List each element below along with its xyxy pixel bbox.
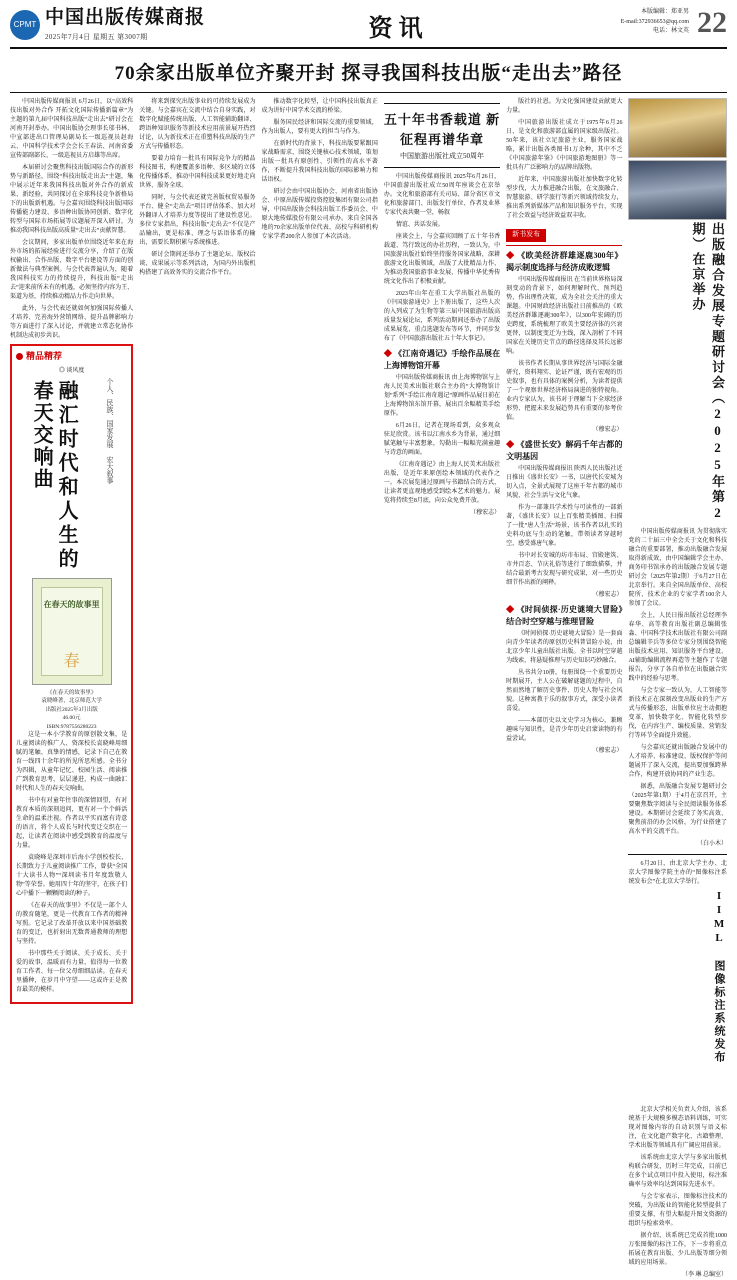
column-5 xyxy=(506,98,622,1056)
photo-conference-hall xyxy=(628,98,727,158)
paragraph: 要着力培育一批具有国际竞争力的精品科技图书，构建覆盖多语种、多区域的立体化传播体系，推动中国科技成果更好地走向世界、服务全球。 xyxy=(139,156,256,189)
paragraph: 会议期间，多家出版单位围绕近年来在海外市场的拓展经验进行交流分享，介绍了在版权输出、合作出版、数字平台建设等方面的创新做法与典型案例。与会代表普遍认为，随着我国科技实力的持续提升，科技出版“走出去”迎来前所未有的机遇，必须坚持内容为王、渠道为基，持续推动精品力作走向世界。 xyxy=(10,240,134,300)
divider xyxy=(384,103,500,104)
recommend-tag xyxy=(16,350,127,364)
paragraph: 版社的社恩。为文化强国建设贡献更大力量。 xyxy=(506,99,623,114)
article-headline-text: 《欧美经济群雄逐鹿300年》揭示制度选择与经济成败逻辑 xyxy=(506,250,623,272)
column-3 xyxy=(262,98,378,1056)
article-headline xyxy=(506,604,622,628)
book-meta-title: 《在春天的故事里》 xyxy=(46,689,97,696)
book-meta xyxy=(16,689,127,732)
paragraph: 中国出版传媒商报讯 由上海博物馆与上海人民美术出版社联合主办的“大博物馆计划”系列“手绘江南奇遇记”原画作品展日前在上海博物馆东馆开幕，展出百余幅精美手绘原作。 xyxy=(383,374,501,417)
paragraph: 在新时代的背景下，科技出版要紧跟国家战略需求，围绕关键核心技术领域，策划出版一批具有原创性、引领性的高水平著作，不断提升我国科技出版的国际影响力和话语权。 xyxy=(261,141,378,183)
red-marker-icon: ◆ xyxy=(506,439,515,449)
byline: （白小木） xyxy=(697,841,728,847)
red-dot-icon xyxy=(16,353,23,360)
divider xyxy=(384,167,500,168)
secondary-headline: 五十年书香载道 新征程再谱华章 xyxy=(383,112,501,147)
lead-paragraph: 中国出版传媒商报讯 2025年6月26日，中国旅游出版社成立50周年座谈会在京举办。文化和旅游部有关司局、部分省区市文化和旅游部门、出版发行单位、作者及业界专家代表共聚一堂，畅叙 xyxy=(383,173,501,216)
lead-paragraph: 中国出版传媒商报讯 6月26日，以“高效科技出版对外合作 开拓文化国际传播新篇章”为主题的第九届中国科技出版“走出去”研讨会在河南开封举办。中国出版协会理事长邬书林、中宣部进出口管理局副局长一级巡视员赵海云、中国科学技术学会会长王春法、河南省委宣传部副部长、一级巡视员方启雄等出席。 xyxy=(10,99,134,159)
secondary-subheadline: 中国旅游出版社成立50周年 xyxy=(399,152,484,160)
paragraph: 《在春天的故事里》不仅是一部个人的教育随笔，更是一代教育工作者的精神写照。它记录了改革开放以来中国基础教育的变迁，也折射出无数普通教师的理想与坚持。 xyxy=(16,903,128,946)
paragraph: 研讨会期间还举办了主题论坛、版权洽谈、成果展示等系列活动，为国内外出版机构搭建了高效务实的交流合作平台。 xyxy=(139,252,256,276)
red-marker-icon: ◆ xyxy=(506,604,515,614)
section-tag-new-books: 新书发布 xyxy=(506,229,546,242)
paragraph: 研讨会由中国出版协会、河南省出版协会、中原出版传媒投资控股集团有限公司指导，中国出版协会科技出版工作委员会、中原大地传媒股份有限公司承办。来自全国各地的70余家出版单位代表、高校与科研机构专家学者200余人参加了本次活动。 xyxy=(261,189,378,240)
paragraph: 与会专家表示，图像标注技术的突破，为出版业的智能化转型提供了重要支撑，有望大幅提升图文资源的组织与检索效率。 xyxy=(628,1194,728,1227)
article-headline xyxy=(384,348,500,372)
recommend-tag-label: 精品精荐 xyxy=(26,351,63,361)
secondary-headline-vertical: IIML 图像标注系统发布 xyxy=(713,890,726,1064)
lead-headline: 70余家出版单位齐聚开封 探寻我国科技出版“走出去”路径 xyxy=(10,49,727,93)
red-marker-icon: ◆ xyxy=(383,348,392,358)
book-meta-price: 46.00元 xyxy=(62,715,81,722)
byline: （穆宏志） xyxy=(592,747,623,754)
masthead-right xyxy=(537,8,727,38)
byline: （穆宏志） xyxy=(592,426,623,433)
recommend-topic: ◎ 谈风度 xyxy=(58,367,85,374)
newspaper-logo-icon: CPMT xyxy=(10,10,40,40)
page-number: 22 xyxy=(697,6,727,39)
article-grid xyxy=(10,98,728,1278)
paragraph: 据介绍，该系统已完成首批1000万张图像的标注工作，下一步将重点拓展在教育出版、少儿出版等细分领域的应用场景。 xyxy=(628,1233,728,1266)
column-2 xyxy=(139,98,255,1056)
cover-hanzi: 春 xyxy=(63,652,80,670)
paragraph: 近年来，中国旅游出版社加快数字化转型步伐，大力推进融合出版，在文旅融合、智慧旅游、研学旅行等新兴领域持续发力，推出系列新媒体产品和知识服务平台，实现了社会效益与经济效益双丰收。 xyxy=(506,177,623,219)
masthead xyxy=(10,8,727,49)
byline: （穆宏志） xyxy=(470,509,501,516)
paragraph: 情谊、共话发展。 xyxy=(395,221,444,228)
recommended-book-box xyxy=(10,344,133,1004)
byline: （穆宏志） xyxy=(592,591,623,598)
recommend-title: 融汇时代和人生的春天交响曲 xyxy=(30,379,78,570)
paragraph: 作为一部兼具学术性与可读性的一部新著，《盛世长安》以上百张精美插图、扫描了一批“唐人生活”场景，该书作者以扎实的史料功底与生动的笔触，带领读者穿越时空，感受盛唐气象。 xyxy=(506,504,623,547)
paragraph: 《时间侦探·历史谜境大冒险》是一套面向青少年读者的原创历史科普冒险小说，由北京少年儿童出版社出版。全书以时空穿越为线索，将悬疑推理与历史知识巧妙融合。 xyxy=(506,630,623,664)
editor-line-2: E-mail:372936653@qq.com xyxy=(620,18,689,25)
paragraph: 中国出版传媒商报讯 陕西人民出版社近日推出《盛世长安》一书，以唐代长安城为切入点，全景式展现了这座千年古都的城市风貌、社会生活与文化气象。 xyxy=(506,465,623,499)
paragraph: 《江南奇遇记》由上海人民美术出版社出版，是近年来原创绘本领域的代表作之一。本次展览通过原画与书籍结合的方式，让读者更直观地感受到绘本艺术的魅力。展览将持续至8月底，向公众免费开放。 xyxy=(383,461,501,504)
section-title-wrap xyxy=(268,8,529,43)
article-headline-text: 《盛世长安》解码千年古都的文明基因 xyxy=(506,439,623,461)
article-headline xyxy=(506,439,622,463)
column-6 xyxy=(628,98,728,1278)
paragraph: 丛书共分10册，每册围绕一个重要历史时期展开，主人公在破解谜题的过程中，自然而然地了解历史事件、历史人物与社会风貌。这种寓教于乐的叙事方式，深受小读者喜爱。 xyxy=(506,669,623,712)
section-title: 资讯 xyxy=(368,16,429,42)
note-paragraph: 6月20日，由北京大学主办、北京大学图像学院主办的“图像标注系统发布会”在北京大学举行。 xyxy=(628,861,728,885)
column-1 xyxy=(10,98,133,1056)
photo-meeting xyxy=(628,160,727,220)
column-4 xyxy=(384,98,500,1056)
editor-line-1: 本版编辑：郑亚男 xyxy=(640,9,689,15)
paragraph: 该书作者长期从事世界经济与国际金融研究，资料翔实、论证严谨，既有宏观的历史叙事，也有具体的案例分析，为读者提供了一个观察世界经济格局演进的独特视角。业内专家认为，该书对于理解当下全球经济形势、把握未来发展趋势具有重要的参考价值。 xyxy=(506,360,623,421)
book-meta-isbn: ISBN:9787556280223 xyxy=(46,723,97,730)
byline: （李 琳 总编室） xyxy=(682,1272,728,1278)
paragraph: 服务国民经济和国际交流的重要领域，作为出版人，要有更大的担当与作为。 xyxy=(261,120,378,135)
paragraph: 北京大学相关负责人介绍，该系统基于大规模多模态语料训练，可实现对图像内容的自动识别与语义标注，在文化遗产数字化、古籍整理、学术出版等领域具有广阔应用前景。 xyxy=(628,1107,728,1149)
paragraph: 会上，人民日报出版社总经理李春华、高等教育出版社副总编辑张淼、中国科学技术出版社有限公司副总编辑辛兵等多位专家分别围绕智能出版技术应用、知识服务平台建设、AI辅助编辑流程再造等主题作了专题报告，分享了各自单位在出版融合实践中的经验与思考。 xyxy=(628,613,728,682)
paragraph: 中国出版传媒商报讯 在当前世界格局深刻变动的背景下，如何理解时代、预判趋势，作出理性决策，成为全社会关注的重大课题。中国财政经济出版社日前推出的《欧美经济群雄逐鹿300年》，以300年宏阔的历史跨度，系统梳理了欧美主要经济体的兴衰更替，以制度变迁为主线，深入剖析了不同国家在关键历史节点的路径选择及其长远影响。 xyxy=(506,276,623,355)
red-marker-icon: ◆ xyxy=(506,250,515,260)
editor-meta xyxy=(621,8,689,37)
paragraph: 将来到探究出版事业的可持续发展成为关键。与会嘉宾在交流中结合自身实践，对数字化赋能传统出版、人工智能辅助翻译、跨语种知识服务等新技术应用前景展开热烈讨论，认为新技术正在重塑科技出版的生产方式与传播形态。 xyxy=(139,99,256,150)
paragraph: 该系统由北京大学与多家出版机构联合研发，历时三年完成，目前已在多个试点项目中投入使用，标注准确率与效率均达到国际先进水平。 xyxy=(628,1155,728,1188)
paragraph: 书中那些关于阅读、关于成长、关于爱的故事，温暖而有力量，值得每一位教育工作者、每一位父母细细品读。在春天里播种，在岁月中守望——这或许正是教育最美的模样。 xyxy=(16,951,128,994)
issue-info: 2025年7月4日 星期五 第3007期 xyxy=(45,32,148,41)
paragraph: 此外，与会代表还就如何加强国际传播人才培养、完善海外营销网络、提升品牌影响力等方面进行了深入讨论，并就建立常态化协作机制达成初步共识。 xyxy=(10,306,134,339)
cover-title: 在春天的故事里 xyxy=(43,599,100,609)
paragraph: 座谈会上，与会嘉宾回顾了五十年书香载道、笃行致远的办社历程，一致认为，中国旅游出版社始终坚持服务国家战略，深耕旅游文化出版领域，出版了大批精品力作，为推动我国旅游事业发展、传播中华优秀传统文化作出了积极贡献。 xyxy=(383,233,501,285)
article-headline xyxy=(506,250,622,274)
paragraph: 与会嘉宾还就出版融合发展中的人才培养、标准建设、版权保护等问题展开了深入交流，提出要加强跨界合作，构建开放协同的产业生态。 xyxy=(628,745,728,778)
book-meta-author: 袁晓峰著，北京师范大学 xyxy=(41,698,102,705)
article-headline-text: 《时间侦探·历史谜境大冒险》结合时空穿越与推理冒险 xyxy=(506,604,623,626)
paragraph: 与会专家一致认为，人工智能等新技术正在深刻改变出版业的生产方式与传播形态，出版单位应主动拥抱变革，加快数字化、智能化转型步伐，在内容生产、编校质量、营销发行等环节全面提升效能。 xyxy=(628,688,728,739)
paragraph: ——本部历史以文史学习为核心，兼顾趣味与知识性，是青少年历史启蒙读物的有益尝试。 xyxy=(506,717,623,742)
paragraph: 6月26日，记者在现场看到，众多观众驻足欣赏。该书以江南水乡为背景，通过细腻笔触与丰富想象，勾勒出一幅幅充满童趣与诗意的画面。 xyxy=(383,422,501,456)
divider xyxy=(506,245,622,246)
paragraph: 书中有对童年往事的深情回望，有对教育本质的深刻追问，更有对一个个鲜活生命的温柔注视。作者以平实而富有诗意的语言，将个人成长与时代变迁交织在一起，让读者在阅读中感受到教育的温度与力量。 xyxy=(16,798,128,850)
lead-paragraph: 中国出版传媒商报讯 为贯彻落实党的二十届三中全会关于文化和科技融合的重要部署，推动出版融合发展取得新成效，由中国编辑学会主办、商务印书馆承办的出版融合发展专题研讨会（2025年第2期）于6月27日在北京举行。来自全国出版单位、高校院所、技术企业的专家学者100余人参加了会议。 xyxy=(628,529,728,607)
book-cover-image xyxy=(32,578,112,685)
paragraph: 袁晓峰是深圳市后海小学创校校长，长期致力于儿童阅读推广工作，曾获“全国十大读书人物”“深圳读书月年度致敬人物”等荣誉。她用四十年的坚守，在孩子们心中播下一颗颗阅读的种子。 xyxy=(16,855,128,898)
paragraph: 同时，与会代表还就完善版权贸易服务平台、健全“走出去”项目评估体系、加大对外翻译人才培养力度等提出了建设性意见。多位专家指出，科技出版“走出去”不仅是产品输出，更是标准、理念与话语体系的输出，需要长期积累与系统推进。 xyxy=(139,195,256,246)
paragraph: 书中对长安城的坊市布局、宫殿建筑、市井百态、节庆礼俗等进行了细致描摹，并结合最新考古发现与研究成果，对一些历史细节作出新的阐释。 xyxy=(506,552,623,586)
paragraph: 2023年山年在重工大学出版社出版的《中国旅游通史》上下册出版了，这些人次的入列成了为生物等第三届中国旅游出版高质量发展论坛，系列活动期间还举办了出版成果展览、重点选题发布等环节，并同步发布了《中国旅游出版社五十年大事记》。 xyxy=(383,290,501,342)
paragraph: 这是一本小学教育的原创散文集，是儿童阅读的推广人、资深校长袁晓峰用细腻的笔触、真挚的情感，记录下自己在教育一线四十余年的所见所思所感。全书分为四辑，从童年记忆、校园生活、阅读推广到教育思考，层层递进，构成一曲融汇时代和人生的春天交响曲。 xyxy=(16,732,128,793)
recommend-subtitle: 个人、民族、国家发展 宏大叙事 xyxy=(106,377,115,484)
newspaper-name: 中国出版传媒商报 xyxy=(45,7,206,28)
feature-headline-vertical: 出版融合发展专题研讨会（2025年第2期）在京举办 xyxy=(690,222,726,522)
paragraph: 中国旅游出版社成立于1975年6月26日，是文化和旅游部直属的国家级出版社。50年来，该社立足旅游主业，服务国家战略，累计出版各类图书1万余种，其中不乏《中国旅游年鉴》《中国旅游地图册》等一批具有广泛影响力的品牌出版物。 xyxy=(506,120,623,171)
divider xyxy=(628,854,727,855)
article-headline-text: 《江南奇遇记》手绘作品展在上海博物馆开幕 xyxy=(383,348,501,370)
book-meta-publisher: 出版社2025年3月出版 xyxy=(45,706,98,713)
paragraph: 推动数字化转型，让中国科技出版真正成为讲好中国学术交流的桥梁。 xyxy=(261,99,378,114)
paragraph: 本届研讨会聚焦科技出版国际合作的新形势与新路径，围绕“科技出版走出去”主题，集中展示近年来我国科技出版对外合作的新成果、新经验，共同探讨在全球科技竞争新格局下的出版新机遇。与会嘉宾围绕科技出版国际传播能力建设、多语种出版协同创新、数字化转型与国际市场拓展等议题展开深入研讨，为推动我国科技出版高质量“走出去”贡献智慧。 xyxy=(10,165,134,234)
editor-line-3: 电话：林文英 xyxy=(652,28,689,35)
recommend-title-wrap xyxy=(16,378,127,574)
masthead-logo xyxy=(10,8,260,42)
paragraph: 据悉，出版融合发展专题研讨会（2025年第1期）于4月在京召开，主要聚焦数字阅读与全民阅读服务体系建设。本期研讨会延续了务实高效、聚焦前沿的办会风格，为行业搭建了高水平的交流平台。 xyxy=(628,784,728,835)
